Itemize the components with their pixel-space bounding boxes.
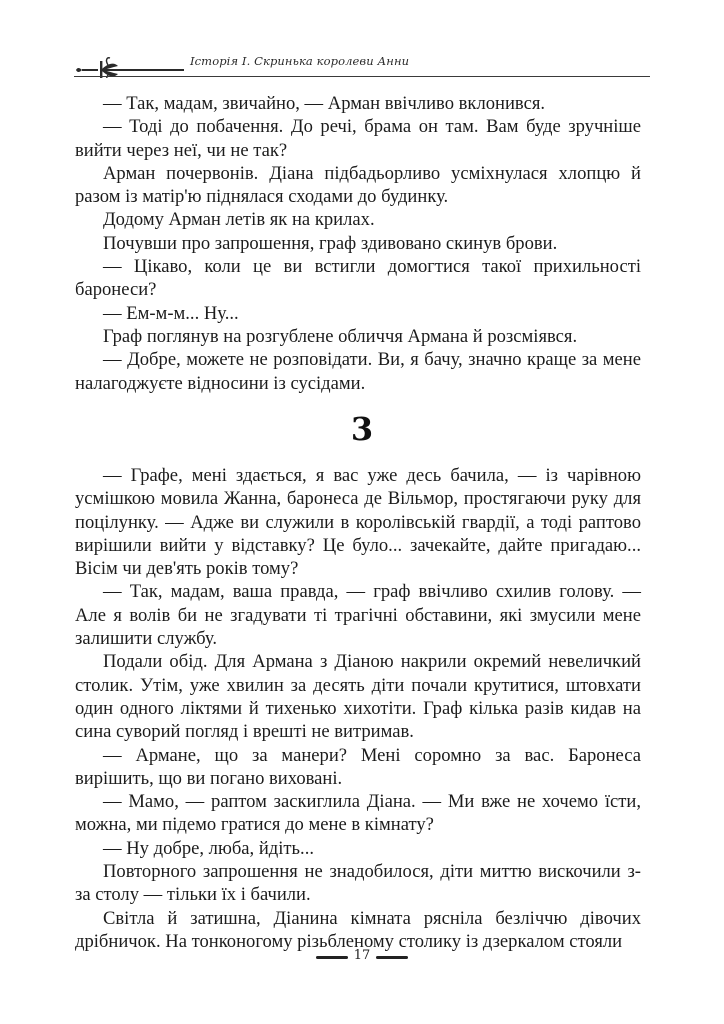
paragraph: — Армане, що за манери? Мені соромно за вас. Баронеса вирішить, що ви погано виховані. xyxy=(75,744,641,789)
paragraph: — Так, мадам, звичайно, — Арман ввічливо вклонився. xyxy=(103,93,546,114)
paragraph: — Мамо, — раптом заскиглила Діана. — Ми вже не хочемо їсти, можна, ми підемо гратися до мене в кімнату? xyxy=(75,791,641,836)
paragraph: — Ем-м-м... Ну... xyxy=(103,302,239,324)
paragraph: Повторного запрошення не знадобилося, діти миттю вискочили з-за столу — тільки їх і бачили. xyxy=(75,861,641,906)
page-footer xyxy=(312,946,412,968)
footer-rule-right xyxy=(376,956,408,959)
text-block-2 xyxy=(75,464,641,953)
paragraph: — Так, мадам, ваша правда, — граф ввічливо схилив голову. — Але я волів би не згадувати ті трагічні обставини, які змусили мене залишити службу. xyxy=(75,581,641,650)
page-number: 17 xyxy=(353,948,371,963)
paragraph: — Цікаво, коли це ви встигли домогтися такої прихильності баронеси? xyxy=(75,256,641,301)
chapter-number: 3 xyxy=(350,410,374,448)
paragraph: Граф поглянув на розгублене обличчя Армана й розсміявся. xyxy=(103,325,578,347)
paragraph: — Тоді до побачення. До речі, брама он там. Вам буде зручніше вийти через неї, чи не так? xyxy=(75,116,641,161)
paragraph: — Добре, можете не розповідати. Ви, я бачу, значно краще за мене налагоджуєте відносини із сусідами. xyxy=(75,349,641,394)
paragraph: Додому Арман летів як на крилах. xyxy=(103,209,375,231)
header-title: Історія I. Скринька королеви Анни xyxy=(190,54,410,68)
paragraph: Арман почервонів. Діана підбадьорливо усміхнулася хлопцю й разом із матір'ю піднялася сходами до будинку. xyxy=(75,162,641,208)
header-rule xyxy=(74,76,650,77)
paragraph: Подали обід. Для Армана з Діаною накрили окремий невеличкий столик. Утім, уже хвилин за десять діти почали крутитися, штовхати один одного ліктями й тихенько хихотіти. Граф кілька разів кидав на сина суворий погляд і врешті не витримав. xyxy=(75,651,641,743)
paragraph: — Ну добре, люба, йдіть... xyxy=(103,837,314,859)
paragraph: — Графе, мені здається, я вас уже десь бачила, — із чарівною усмішкою мовила Жанна, баронеса де Вільмор, простягаючи руку для поцілунку. — Адже ви служили в королівській гвардії, а тоді раптово вирішили вийти у відставку? Це було... зачекайте, дайте пригадаю... Вісім чи дев'ять років тому? xyxy=(75,465,641,580)
text-block-1 xyxy=(75,92,641,395)
running-header xyxy=(74,48,650,78)
vine-flourish-icon xyxy=(74,48,186,78)
paragraph: Світла й затишна, Діанина кімната рясніла безліччю дівочих дрібничок. На тонконогому різьбленому столику із дзеркалом стояли xyxy=(75,907,641,952)
paragraph: Почувши про запрошення, граф здивовано скинув брови. xyxy=(103,232,558,254)
